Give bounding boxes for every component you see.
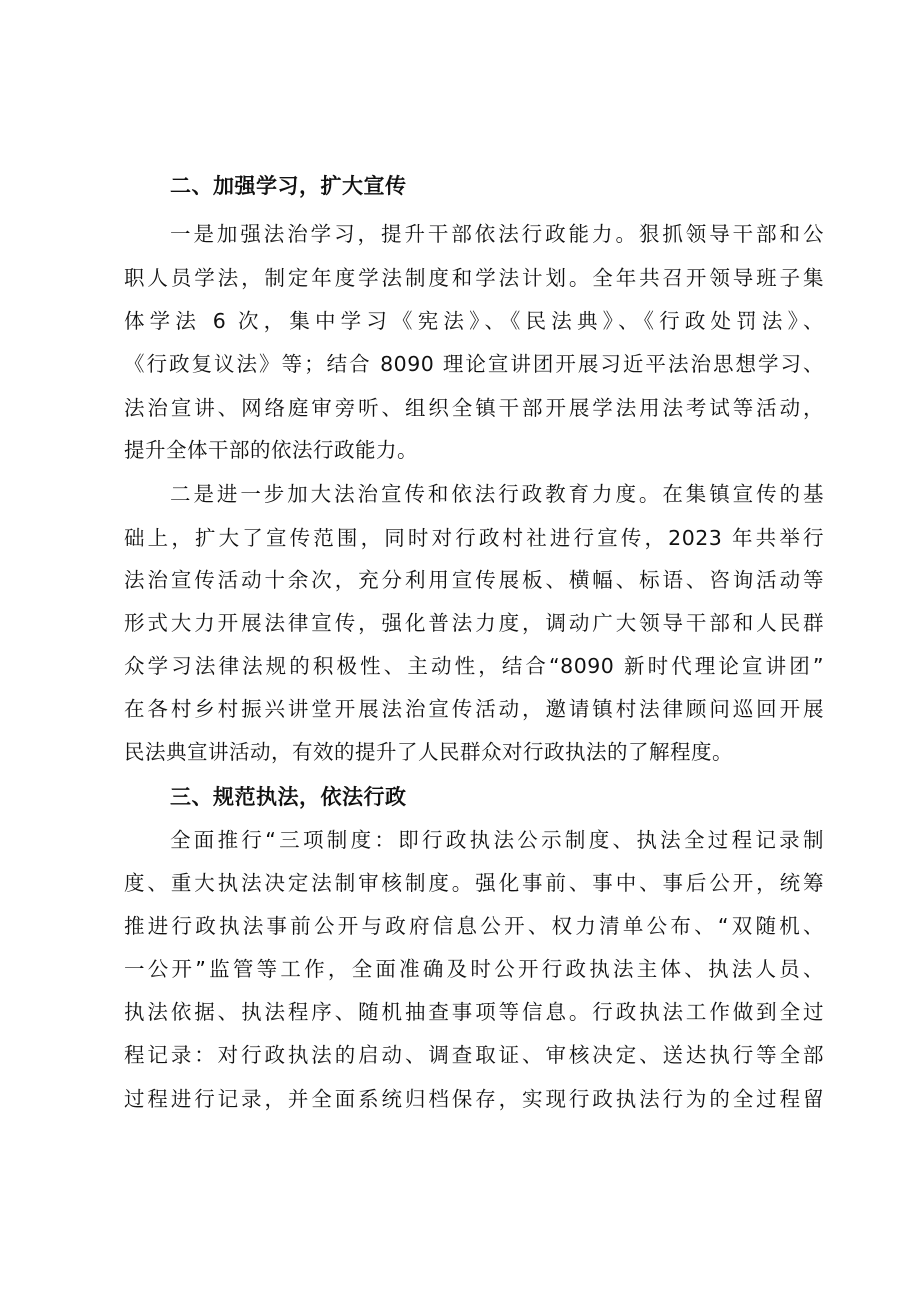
paragraph-line: 《行政复议法》等；结合 8090 理论宣讲团开展习近平法治思想学习、 <box>124 352 824 376</box>
paragraph-line: 法治宣讲、网络庭审旁听、组织全镇干部开展学法用法考试等活动， <box>124 396 824 420</box>
paragraph-line: 一是加强法治学习，提升干部依法行政能力。狠抓领导干部和公 <box>170 222 824 246</box>
paragraph-line: 程记录：对行政执法的启动、调查取证、审核决定、送达执行等全部 <box>124 1043 824 1067</box>
paragraph-line: 度、重大执法决定法制审核制度。强化事前、事中、事后公开，统筹 <box>124 871 824 895</box>
paragraph-line: 法治宣传活动十余次，充分利用宣传展板、横幅、标语、咨询活动等 <box>124 568 824 592</box>
paragraph-line: 推进行政执法事前公开与政府信息公开、权力清单公布、“双随机、 <box>124 914 824 938</box>
paragraph-line: 提升全体干部的依法行政能力。 <box>124 438 418 462</box>
section-heading-3: 三、规范执法，依法行政 <box>170 785 407 809</box>
section-heading-2: 二、加强学习，扩大宣传 <box>170 174 407 198</box>
paragraph-line: 二是进一步加大法治宣传和依法行政教育力度。在集镇宣传的基 <box>170 482 824 506</box>
paragraph-line: 过程进行记录，并全面系统归档保存，实现行政执法行为的全过程留 <box>124 1087 824 1111</box>
paragraph-line: 体学法 6 次，集中学习《宪法》、《民法典》、《行政处罚法》、 <box>124 309 824 333</box>
paragraph-line: 众学习法律法规的积极性、主动性，结合“8090 新时代理论宣讲团” <box>124 654 824 678</box>
paragraph-line: 职人员学法，制定年度学法制度和学法计划。全年共召开领导班子集 <box>124 266 824 290</box>
paragraph-line: 民法典宣讲活动，有效的提升了人民群众对行政执法的了解程度。 <box>124 740 733 764</box>
paragraph-line: 础上，扩大了宣传范围，同时对行政村社进行宣传，2023 年共举行 <box>124 526 824 550</box>
paragraph-line: 执法依据、执法程序、随机抽查事项等信息。行政执法工作做到全过 <box>124 1000 824 1024</box>
paragraph-line: 形式大力开展法律宣传，强化普法力度，调动广大领导干部和人民群 <box>124 611 824 635</box>
paragraph-line: 一公开”监管等工作，全面准确及时公开行政执法主体、执法人员、 <box>124 957 824 981</box>
paragraph-line: 在各村乡村振兴讲堂开展法治宣传活动，邀请镇村法律顾问巡回开展 <box>124 697 824 721</box>
paragraph-line: 全面推行“三项制度：即行政执法公示制度、执法全过程记录制 <box>170 828 824 852</box>
